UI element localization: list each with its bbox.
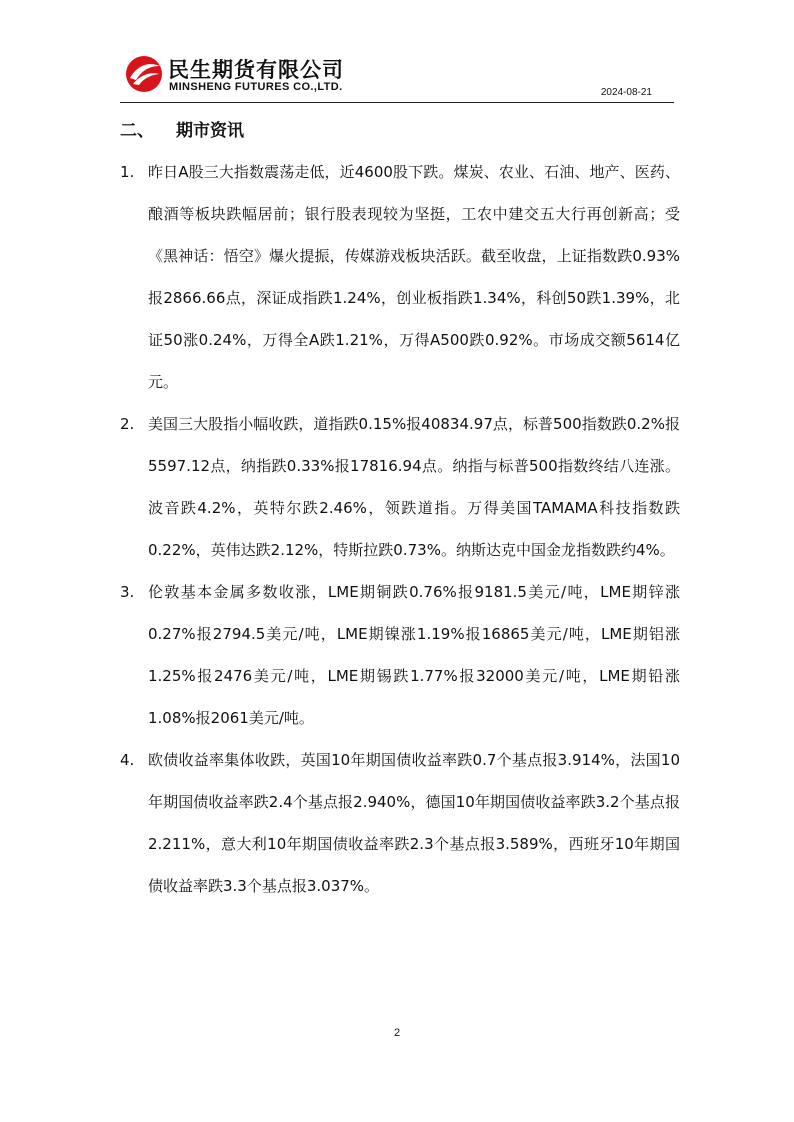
list-item: [120, 403, 680, 571]
item-text: 昨日A股三大指数震荡走低，近4600股下跌。煤炭、农业、石油、地产、医药、酿酒等板块跌幅居前；银行股表现较为坚挺，工农中建交五大行再创新高；受《黑神话：悟空》爆火提振，传媒游戏板块活跃。截至收盘，上证指数跌0.93%报2866.66点，深证成指跌1.24%，创业板指跌1.34%，科创50跌1.39%，北证50涨0.24%，万得全A跌1.21%，万得A500跌0.92%。市场成交额5614亿元。: [148, 163, 680, 391]
item-text: 美国三大股指小幅收跌，道指跌0.15%报40834.97点，标普500指数跌0.2%报5597.12点，纳指跌0.33%报17816.94点。纳指与标普500指数终结八连涨。波音跌4.2%，英特尔跌2.46%，领跌道指。万得美国TAMAMA科技指数跌0.22%，英伟达跌2.12%，特斯拉跌0.73%。纳斯达克中国金龙指数跌约4%。: [148, 415, 680, 559]
item-index: 3.: [120, 583, 135, 601]
list-item: [120, 739, 680, 907]
company-name-en: MINSHENG FUTURES CO.,LTD.: [169, 81, 343, 93]
item-index: 1.: [120, 163, 135, 181]
section-number: 二、: [120, 121, 154, 141]
section-title-text: 期市资讯: [176, 121, 244, 141]
list-item: [120, 151, 680, 403]
section-heading: [120, 116, 244, 141]
page-number: 2: [393, 1027, 401, 1039]
minsheng-logo-icon: [124, 54, 164, 94]
report-date: 2024-08-21: [600, 87, 652, 98]
list-item: [120, 571, 680, 739]
item-index: 2.: [120, 415, 135, 433]
page-header: [120, 52, 674, 103]
item-text: 伦敦基本金属多数收涨，LME期铜跌0.76%报9181.5美元/吨，LME期锌涨0.27%报2794.5美元/吨，LME期镍涨1.19%报16865美元/吨，LME期铝涨1.25%报2476美元/吨，LME期锡跌1.77%报32000美元/吨，LME期铅涨1.08%报2061美元/吨。: [148, 583, 680, 727]
news-list: [120, 151, 680, 907]
item-index: 4.: [120, 751, 135, 769]
company-name-cn: 民生期货有限公司: [168, 58, 344, 82]
item-text: 欧债收益率集体收跌，英国10年期国债收益率跌0.7个基点报3.914%，法国10年期国债收益率跌2.4个基点报2.940%，德国10年期国债收益率跌3.2个基点报2.211%，意大利10年期国债收益率跌2.3个基点报3.589%，西班牙10年期国债收益率跌3.3个基点报3.037%。: [148, 751, 680, 895]
